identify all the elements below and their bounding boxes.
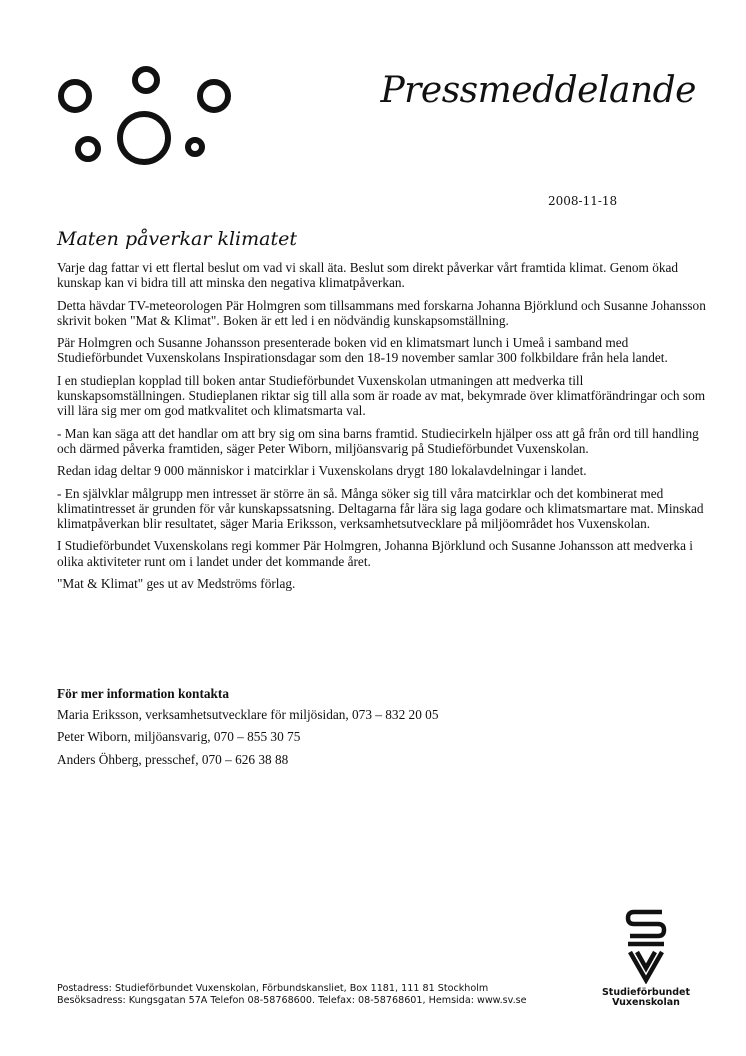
- contact-person: Anders Öhberg, presschef, 070 – 626 38 88: [57, 751, 289, 767]
- sv-monogram-icon: [624, 908, 668, 984]
- contact-heading: För mer information kontakta: [57, 686, 229, 701]
- contact-section: [57, 686, 707, 774]
- paragraph: "Mat & Klimat" ges ut av Medströms förlag.: [57, 576, 296, 592]
- release-date: 2008-11-18: [548, 194, 618, 208]
- logo-name-line1: Studieförbundet: [601, 987, 691, 998]
- paragraph: Pär Holmgren och Susanne Johansson presenterade boken vid en klimatsmart lunch i Umeå i samband med Studieförbundet Vuxenskolans Inspirationsdagar som den 18-19 november samlar 300 folkbildare från hela landet.: [57, 335, 668, 366]
- sv-logo-name: [596, 988, 696, 1008]
- paragraph: I Studieförbundet Vuxenskolans regi kommer Pär Holmgren, Johanna Björklund och Susanne Johansson att medverka i olika aktiviteter runt om i landet under det kommande året.: [57, 538, 693, 569]
- paragraph: Varje dag fattar vi ett flertal beslut om vad vi skall äta. Beslut som direkt påverkar vårt framtida klimat. Genom ökad kunskap kan vi bidra till att minska den negativa klimatpåverkan.: [57, 260, 679, 291]
- contact-person: Peter Wiborn, miljöansvarig, 070 – 855 30 75: [57, 729, 301, 745]
- footer-address: [57, 983, 527, 1007]
- circles-logo-icon: [56, 66, 236, 170]
- paragraph: - Man kan säga att det handlar om att bry sig om sina barns framtid. Studiecirkeln hjälper oss att gå från ord till handling och därmed påverka framtiden, säger Peter Wiborn, miljöansvarig på Studieförbundet Vuxenskolan.: [57, 425, 699, 456]
- paragraph: Redan idag deltar 9 000 människor i matcirklar i Vuxenskolans drygt 180 lokalavdelningar i landet.: [57, 463, 587, 479]
- contact-person: Maria Eriksson, verksamhetsutvecklare för miljösidan, 073 – 832 20 05: [57, 707, 439, 722]
- document-type-title: Pressmeddelande: [380, 70, 696, 111]
- article-headline: Maten påverkar klimatet: [57, 228, 297, 250]
- sv-logo: [596, 908, 696, 1012]
- paragraph: Detta hävdar TV-meteorologen Pär Holmgren som tillsammans med forskarna Johanna Björklund och Susanne Johansson skrivit boken "Mat & Klimat". Boken är ett led i en nödvändig kunskapsomställning.: [57, 297, 706, 328]
- logo-name-line2: Vuxenskolan: [612, 997, 680, 1008]
- paragraph: - En självklar målgrupp men intresset är större än så. Många söker sig till våra matcirklar och det kombinerat med klimatintresset är grunden för vår kunskapssatsning. Deltagarna får lära sig laga godare och klimatsmartare mat. Minskad klimatpåverkan blir resultatet, säger Maria Eriksson, verksamhetsutvecklare på miljöområdet hos Vuxenskolan.: [57, 485, 704, 532]
- paragraph: I en studieplan kopplad till boken antar Studieförbundet Vuxenskolan utmaningen att medverka till kunskapsomställningen. Studieplanen riktar sig till alla som är roade av mat, bekymrade över klimatförändringar och som vill lära sig mer om god matkvalitet och klimatsmarta val.: [57, 372, 706, 419]
- postal-address: Postadress: Studieförbundet Vuxenskolan, Förbundskansliet, Box 1181, 111 81 Stockholm: [57, 983, 489, 994]
- article-body: [57, 260, 707, 598]
- visit-address: Besöksadress: Kungsgatan 57A Telefon 08-58768600. Telefax: 08-58768601, Hemsida: www.sv.se: [57, 995, 527, 1006]
